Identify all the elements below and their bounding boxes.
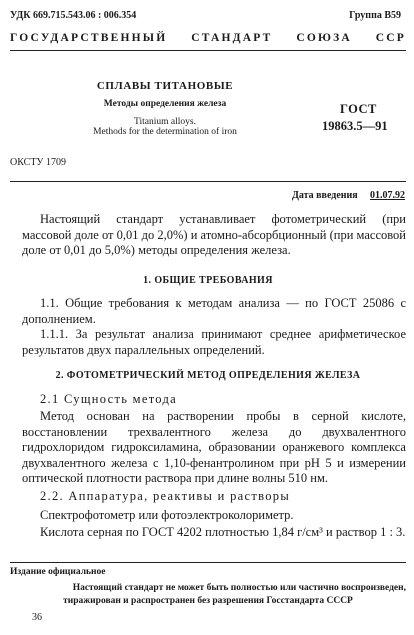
copyright-notice-line-2: тиражирован и распространен без разрешения Госстандарта СССР — [63, 596, 353, 606]
header-divider — [10, 50, 406, 51]
gost-label: ГОСТ — [340, 102, 377, 116]
section2-subheading-2: 2.2. Аппаратура, реактивы и растворы — [40, 489, 291, 503]
gost-number: 19863.5—91 — [322, 119, 388, 133]
page-number: 36 — [32, 612, 42, 623]
english-title: Titanium alloys. — [134, 117, 196, 127]
copyright-notice-line-1: Настоящий стандарт не может быть полностью или частично воспроизведен, — [72, 583, 406, 593]
section2-subheading-1: 2.1 Сущность метода — [40, 392, 177, 406]
group-code: Группа В59 — [349, 10, 401, 21]
okstu-code: ОКСТУ 1709 — [10, 157, 67, 168]
date-value: 01.07.92 — [370, 190, 405, 201]
document-subtitle: Методы определения железа — [103, 99, 227, 109]
section2-paragraph-3: Кислота серная по ГОСТ 4202 плотностью 1,84 г/см³ и раствор 1 : 3. — [40, 525, 406, 539]
section1-paragraph-1: 1.1. Общие требования к методам анализа — по ГОСТ 25086 с дополнением. — [22, 296, 406, 326]
official-edition-label: Издание официальное — [10, 567, 106, 577]
okstu-divider — [10, 181, 406, 182]
section1-paragraph-2: 1.1.1. За результат анализа принимают среднее арифметическое результатов двух параллельных определений. — [22, 327, 406, 357]
section1-heading: 1. ОБЩИЕ ТРЕБОВАНИЯ — [143, 275, 273, 286]
section2-paragraph-2: Спектрофотометр или фотоэлектроколориметр. — [40, 508, 294, 522]
udk-code: УДК 669.715.543.06 : 006.354 — [10, 10, 137, 21]
english-subtitle: Methods for the determination of iron — [93, 127, 237, 137]
date-label: Дата введения — [292, 190, 358, 201]
footer-divider — [10, 562, 406, 563]
section2-paragraph-1: Метод основан на растворении пробы в серной кислоте, восстановлении трехвалентного железа до двухвалентного гидрохлоридом гидроксиламина, образовании оранжевого комплекса двухвалентного железа с 1,10-фенантролином при pH 5 и измерении оптической плотности раствора при длине волны 510 нм. — [22, 409, 406, 485]
document-title: СПЛАВЫ ТИТАНОВЫЕ — [96, 80, 234, 92]
section2-heading: 2. ФОТОМЕТРИЧЕСКИЙ МЕТОД ОПРЕДЕЛЕНИЯ ЖЕЛЕЗА — [55, 370, 361, 381]
intro-paragraph: Настоящий стандарт устанавливает фотометрический (при массовой доле от 0,01 до 2,0%) и атомно-абсорбционный (при массовой доле от 0,01 до 5,0%) методы определения железа. — [22, 212, 406, 257]
state-standard-heading: ГОСУДАРСТВЕННЫЙ СТАНДАРТ СОЮЗА ССР — [10, 32, 406, 44]
